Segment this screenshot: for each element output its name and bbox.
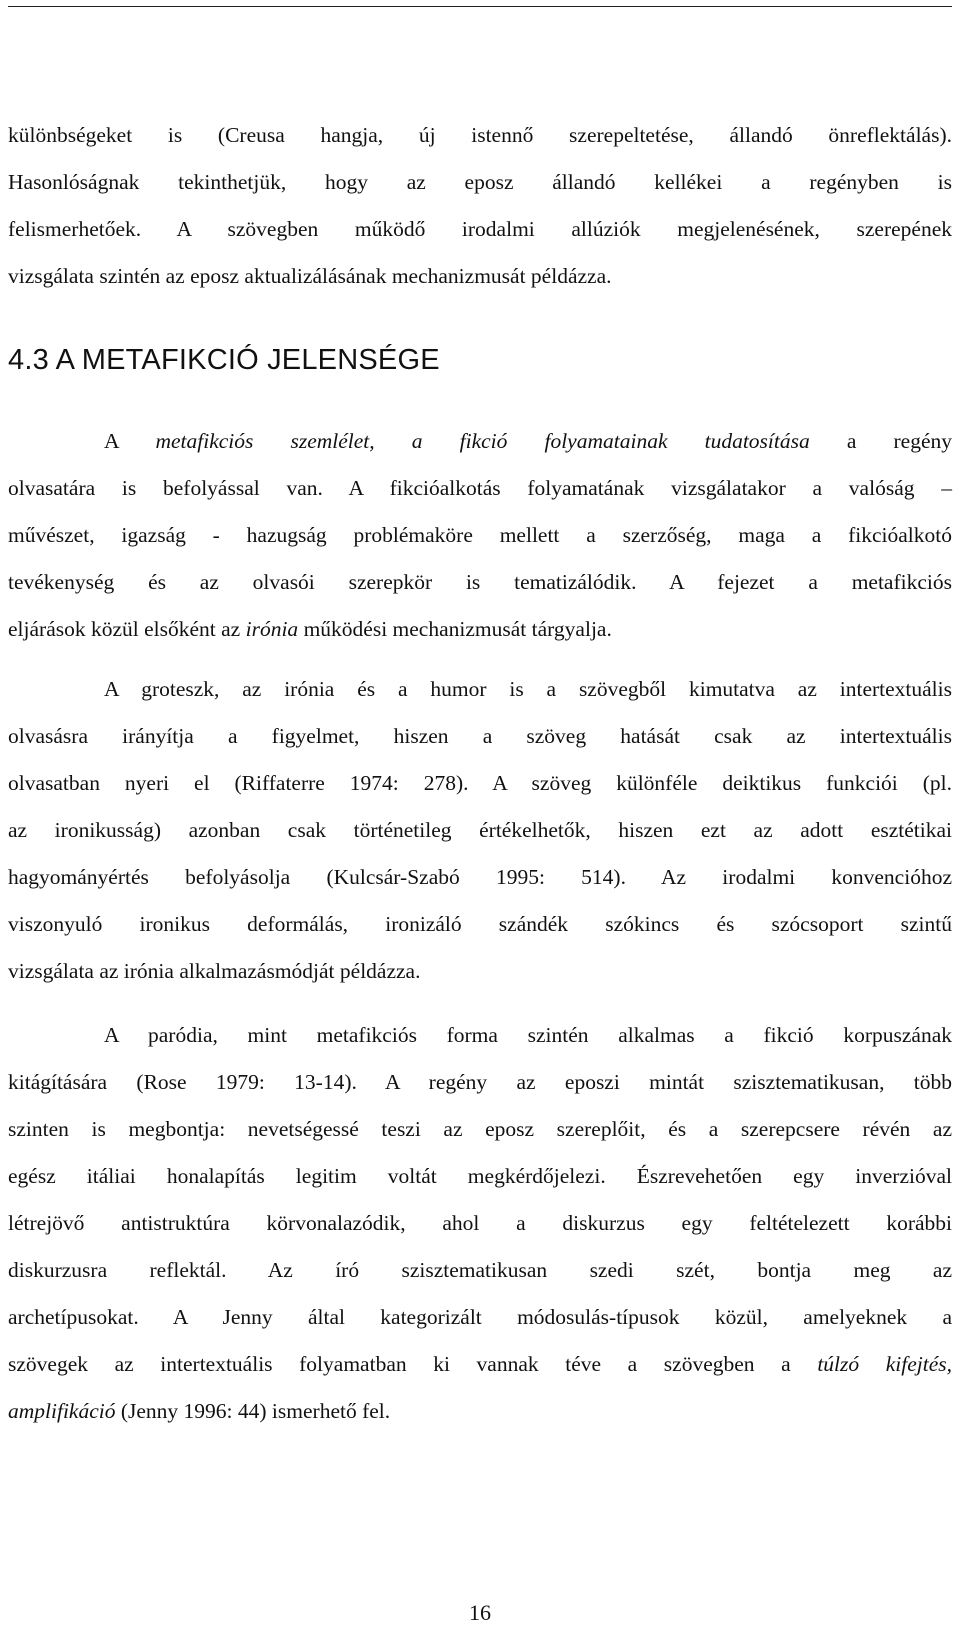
text-line: olvasásra irányítja a figyelmet, hiszen a szöveg hatását csak az intertextuális <box>8 724 952 748</box>
paragraph-metafiction <box>8 418 952 653</box>
text-run: A <box>104 429 156 453</box>
text-line: archetípusokat. A Jenny által kategorizált módosulás-típusok közül, amelyeknek a <box>8 1305 952 1329</box>
text-line: kitágítására (Rose 1979: 13-14). A regény az eposzi mintát szisztematikusan, több <box>8 1070 952 1094</box>
paragraph-parody <box>8 1012 952 1435</box>
text-line: vizsgálata szintén az eposz aktualizálásának mechanizmusát példázza. <box>8 264 612 288</box>
text-line: különbségeket is (Creusa hangja, új istennő szerepeltetése, állandó önreflektálás). <box>8 123 952 147</box>
text-line: tevékenység és az olvasói szerepkör is tematizálódik. A fejezet a metafikciós <box>8 570 952 594</box>
text-line: vizsgálata az irónia alkalmazásmódját példázza. <box>8 959 421 983</box>
text-line: viszonyuló ironikus deformálás, ironizáló szándék szókincs és szócsoport szintű <box>8 912 952 936</box>
emphasis-text: irónia <box>245 617 299 641</box>
text-line: az ironikusság) azonban csak történetileg értékelhetők, hiszen ezt az adott esztétikai <box>8 818 952 842</box>
header-rule <box>8 6 952 7</box>
text-line: diskurzusra reflektál. Az író szisztematikusan szedi szét, bontja meg az <box>8 1258 952 1282</box>
text-line: A paródia, mint metafikciós forma szintén alkalmas a fikció korpuszának <box>104 1023 952 1047</box>
paragraph-intro <box>8 112 952 300</box>
text-run: (Jenny 1996: 44) ismerhető fel. <box>115 1399 391 1423</box>
text-line <box>8 1341 952 1388</box>
text-run: eljárások közül elsőként az <box>8 617 246 641</box>
text-line: olvasatára is befolyással van. A fikcióalkotás folyamatának vizsgálatakor a valóság – <box>8 476 952 500</box>
text-line: létrejövő antistruktúra körvonalazódik, ahol a diskurzus egy feltételezett korábbi <box>8 1211 952 1235</box>
emphasis-text: amplifikáció <box>8 1399 116 1423</box>
text-line: A groteszk, az irónia és a humor is a szövegből kimutatva az intertextuális <box>104 677 952 701</box>
page-number: 16 <box>469 1600 491 1625</box>
paragraph-grotesque <box>8 666 952 995</box>
text-run: működési mechanizmusát tárgyalja. <box>298 617 612 641</box>
text-line: felismerhetőek. A szövegben működő irodalmi allúziók megjelenésének, szerepének <box>8 217 952 241</box>
text-run: a regény <box>809 429 952 453</box>
text-line: művészet, igazság - hazugság problémaköre mellett a szerzőség, maga a fikcióalkotó <box>8 523 952 547</box>
text-line: szinten is megbontja: nevetségessé teszi az eposz szereplőit, és a szerepcsere révén az <box>8 1117 952 1141</box>
text-line: olvasatban nyeri el (Riffaterre 1974: 278). A szöveg különféle deiktikus funkciói (pl. <box>8 771 952 795</box>
text-line: hagyományértés befolyásolja (Kulcsár-Szabó 1995: 514). Az irodalmi konvencióhoz <box>8 865 952 889</box>
section-heading: 4.3 A METAFIKCIÓ JELENSÉGE <box>8 344 440 376</box>
text-line <box>8 606 952 653</box>
text-run: szövegek az intertextuális folyamatban ki vannak téve a szövegben a <box>8 1352 818 1376</box>
text-line <box>8 1388 952 1435</box>
text-line: egész itáliai honalapítás legitim voltát megkérdőjelezi. Észrevehetően egy inverzióval <box>8 1164 952 1188</box>
text-line: Hasonlóságnak tekinthetjük, hogy az eposz állandó kellékei a regényben is <box>8 170 952 194</box>
emphasis-text: metafikciós szemlélet, a fikció folyamatainak tudatosítása <box>155 429 810 453</box>
emphasis-text: túlzó kifejtés, <box>817 1352 952 1376</box>
text-line <box>8 418 952 465</box>
